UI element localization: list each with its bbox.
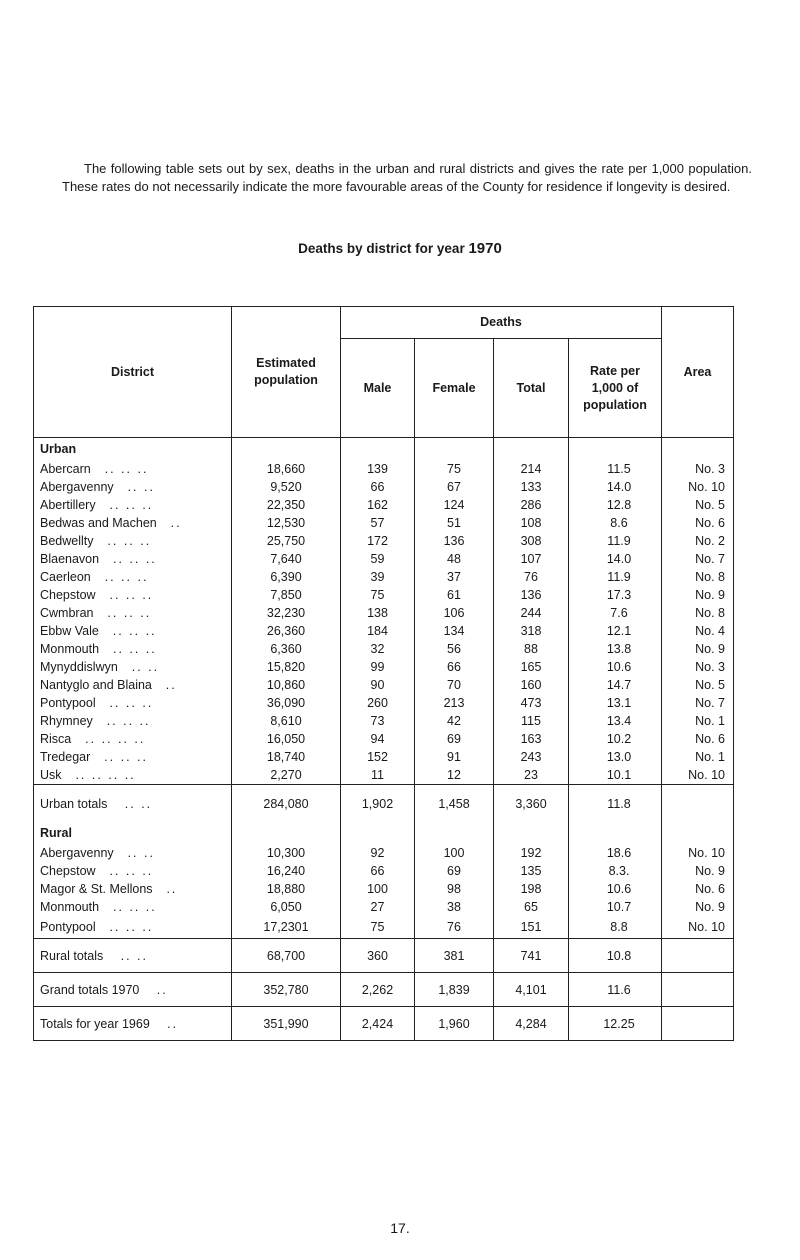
urban-leader-dots: .. .. <box>127 480 155 494</box>
header-deaths: Deaths <box>341 307 662 339</box>
urban-row <box>34 550 734 568</box>
urban-population: 9,520 <box>232 478 341 496</box>
urban-area: No. 6 <box>662 730 734 748</box>
grand-totals-text: Grand totals 1970 <box>40 982 140 997</box>
totals-1969-dots: .. <box>167 1016 179 1031</box>
rural-rate: 8.3. <box>569 862 662 880</box>
urban-rate: 14.0 <box>569 550 662 568</box>
grand-totals-population: 352,780 <box>232 973 341 1007</box>
urban-total: 107 <box>494 550 569 568</box>
rural-total: 135 <box>494 862 569 880</box>
urban-leader-dots: .. .. .. .. <box>75 768 136 782</box>
urban-row <box>34 532 734 550</box>
header-rate: Rate per 1,000 of population <box>569 339 662 438</box>
rural-totals-female: 381 <box>415 939 494 973</box>
urban-row <box>34 478 734 496</box>
urban-total: 286 <box>494 496 569 514</box>
urban-district-cell <box>34 514 232 532</box>
urban-population: 18,660 <box>232 460 341 478</box>
urban-rate: 14.0 <box>569 478 662 496</box>
urban-population: 16,050 <box>232 730 341 748</box>
header-area: Area <box>662 307 734 438</box>
urban-male: 75 <box>341 586 415 604</box>
urban-rate: 10.1 <box>569 766 662 785</box>
rural-rate: 8.8 <box>569 916 662 939</box>
urban-female: 48 <box>415 550 494 568</box>
urban-population: 2,270 <box>232 766 341 785</box>
urban-area: No. 6 <box>662 514 734 532</box>
urban-row <box>34 604 734 622</box>
urban-total: 76 <box>494 568 569 586</box>
urban-male: 260 <box>341 694 415 712</box>
rural-row <box>34 880 734 898</box>
urban-male: 172 <box>341 532 415 550</box>
urban-total: 243 <box>494 748 569 766</box>
urban-female: 37 <box>415 568 494 586</box>
urban-area: No. 8 <box>662 604 734 622</box>
urban-female: 134 <box>415 622 494 640</box>
rural-totals-label <box>34 939 232 973</box>
urban-district-name: Nantyglo and Blaina <box>40 678 152 692</box>
urban-female: 69 <box>415 730 494 748</box>
urban-leader-dots: .. .. <box>131 660 160 674</box>
urban-male: 11 <box>341 766 415 785</box>
urban-population: 22,350 <box>232 496 341 514</box>
urban-total: 308 <box>494 532 569 550</box>
urban-district-cell <box>34 622 232 640</box>
summary-section <box>34 939 734 1041</box>
rural-rate: 18.6 <box>569 844 662 862</box>
urban-female: 56 <box>415 640 494 658</box>
urban-leader-dots: .. .. .. <box>107 534 152 548</box>
rural-totals-text: Rural totals <box>40 948 104 963</box>
urban-totals-rate: 11.8 <box>569 785 662 823</box>
rural-female: 98 <box>415 880 494 898</box>
urban-row <box>34 568 734 586</box>
urban-rate: 11.9 <box>569 532 662 550</box>
rural-male: 66 <box>341 862 415 880</box>
urban-district-name: Chepstow <box>40 588 96 602</box>
urban-male: 32 <box>341 640 415 658</box>
rural-male: 100 <box>341 880 415 898</box>
urban-row <box>34 658 734 676</box>
urban-leader-dots: .. .. .. <box>112 624 157 638</box>
urban-district-name: Abercarn <box>40 462 91 476</box>
totals-1969-male: 2,424 <box>341 1007 415 1041</box>
urban-district-name: Rhymney <box>40 714 93 728</box>
urban-area: No. 10 <box>662 478 734 496</box>
rural-female: 100 <box>415 844 494 862</box>
urban-population: 10,860 <box>232 676 341 694</box>
urban-population: 25,750 <box>232 532 341 550</box>
urban-totals-label <box>34 785 232 823</box>
urban-district-name: Bedwellty <box>40 534 94 548</box>
urban-male: 59 <box>341 550 415 568</box>
header-male: Male <box>341 339 415 438</box>
intro-paragraph: The following table sets out by sex, deaths in the urban and rural districts and gives the rate per 1,000 population. These rates do not necessarily indicate the more favourable areas of the County for residence if longevity is desired. <box>62 161 752 194</box>
urban-district-cell <box>34 478 232 496</box>
urban-female: 91 <box>415 748 494 766</box>
urban-population: 32,230 <box>232 604 341 622</box>
grand-totals-label <box>34 973 232 1007</box>
totals-1969-total: 4,284 <box>494 1007 569 1041</box>
rural-male: 75 <box>341 916 415 939</box>
urban-totals-dots: .. .. <box>124 796 153 811</box>
urban-district-cell <box>34 640 232 658</box>
urban-total: 133 <box>494 478 569 496</box>
rural-leader-dots: .. <box>166 882 178 896</box>
rural-rate: 10.6 <box>569 880 662 898</box>
rural-totals-total: 741 <box>494 939 569 973</box>
urban-female: 124 <box>415 496 494 514</box>
urban-label: Urban <box>34 438 232 461</box>
urban-district-name: Tredegar <box>40 750 91 764</box>
urban-male: 57 <box>341 514 415 532</box>
rural-totals-rate: 10.8 <box>569 939 662 973</box>
rural-district-cell <box>34 880 232 898</box>
urban-leader-dots: .. .. .. <box>104 750 148 764</box>
urban-row <box>34 460 734 478</box>
urban-totals-text: Urban totals <box>40 796 108 811</box>
urban-population: 26,360 <box>232 622 341 640</box>
urban-rate: 11.5 <box>569 460 662 478</box>
urban-district-cell <box>34 676 232 694</box>
urban-rate: 13.1 <box>569 694 662 712</box>
urban-area: No. 7 <box>662 550 734 568</box>
rural-row <box>34 916 734 939</box>
rural-leader-dots: .. .. .. <box>112 900 157 914</box>
grand-totals-rate: 11.6 <box>569 973 662 1007</box>
rural-total: 198 <box>494 880 569 898</box>
urban-district-name: Monmouth <box>40 642 100 656</box>
header-total: Total <box>494 339 569 438</box>
urban-district-cell <box>34 586 232 604</box>
urban-population: 36,090 <box>232 694 341 712</box>
urban-population: 18,740 <box>232 748 341 766</box>
urban-row <box>34 586 734 604</box>
urban-female: 70 <box>415 676 494 694</box>
urban-male: 99 <box>341 658 415 676</box>
urban-female: 51 <box>415 514 494 532</box>
urban-rate: 7.6 <box>569 604 662 622</box>
urban-male: 162 <box>341 496 415 514</box>
urban-district-cell <box>34 460 232 478</box>
urban-leader-dots: .. .. .. <box>106 714 151 728</box>
urban-rate: 17.3 <box>569 586 662 604</box>
header-population: Estimated population <box>232 307 341 438</box>
rural-area: No. 9 <box>662 862 734 880</box>
rural-area: No. 10 <box>662 916 734 939</box>
urban-totals-total: 3,360 <box>494 785 569 823</box>
urban-district-cell <box>34 604 232 622</box>
header-district: District <box>34 307 232 438</box>
urban-leader-dots: .. .. .. <box>112 552 157 566</box>
urban-district-name: Abergavenny <box>40 480 114 494</box>
totals-1969-population: 351,990 <box>232 1007 341 1041</box>
urban-rate: 13.4 <box>569 712 662 730</box>
rural-total: 192 <box>494 844 569 862</box>
rural-district-cell <box>34 898 232 916</box>
urban-rate: 13.8 <box>569 640 662 658</box>
urban-male: 152 <box>341 748 415 766</box>
urban-row <box>34 622 734 640</box>
rural-row <box>34 862 734 880</box>
urban-totals-female: 1,458 <box>415 785 494 823</box>
urban-population: 7,850 <box>232 586 341 604</box>
grand-totals-total: 4,101 <box>494 973 569 1007</box>
rural-female: 38 <box>415 898 494 916</box>
urban-rate: 8.6 <box>569 514 662 532</box>
page-number: 17. <box>390 1220 410 1236</box>
urban-total: 88 <box>494 640 569 658</box>
urban-district-cell <box>34 748 232 766</box>
rural-section <box>34 785 734 845</box>
urban-area: No. 1 <box>662 748 734 766</box>
urban-population: 7,640 <box>232 550 341 568</box>
rural-rate: 10.7 <box>569 898 662 916</box>
urban-area: No. 9 <box>662 640 734 658</box>
totals-1969-rate: 12.25 <box>569 1007 662 1041</box>
urban-area: No. 5 <box>662 676 734 694</box>
urban-male: 94 <box>341 730 415 748</box>
urban-section <box>34 438 734 785</box>
grand-totals-female: 1,839 <box>415 973 494 1007</box>
grand-totals-male: 2,262 <box>341 973 415 1007</box>
urban-row <box>34 496 734 514</box>
urban-district-cell <box>34 694 232 712</box>
urban-leader-dots: .. .. .. <box>104 462 149 476</box>
rural-district-name: Monmouth <box>40 900 100 914</box>
urban-rate: 10.2 <box>569 730 662 748</box>
header-female: Female <box>415 339 494 438</box>
urban-female: 75 <box>415 460 494 478</box>
urban-male: 73 <box>341 712 415 730</box>
urban-male: 139 <box>341 460 415 478</box>
rural-district-cell <box>34 862 232 880</box>
urban-leader-dots: .. .. .. <box>112 642 157 656</box>
urban-total: 108 <box>494 514 569 532</box>
urban-area: No. 3 <box>662 460 734 478</box>
urban-district-name: Risca <box>40 732 72 746</box>
urban-female: 42 <box>415 712 494 730</box>
urban-female: 136 <box>415 532 494 550</box>
rural-leader-dots: .. .. .. <box>109 864 154 878</box>
urban-row <box>34 676 734 694</box>
urban-total: 165 <box>494 658 569 676</box>
rural-male: 27 <box>341 898 415 916</box>
urban-population: 6,390 <box>232 568 341 586</box>
urban-district-name: Mynyddislwyn <box>40 660 118 674</box>
urban-row <box>34 712 734 730</box>
urban-female: 61 <box>415 586 494 604</box>
urban-leader-dots: .. .. .. <box>107 606 152 620</box>
rural-female: 76 <box>415 916 494 939</box>
rural-male: 92 <box>341 844 415 862</box>
rural-female: 69 <box>415 862 494 880</box>
totals-1969-label <box>34 1007 232 1041</box>
urban-district-name: Pontypool <box>40 696 96 710</box>
rural-totals-male: 360 <box>341 939 415 973</box>
urban-district-name: Ebbw Vale <box>40 624 99 638</box>
rural-district-cell <box>34 916 232 939</box>
urban-population: 12,530 <box>232 514 341 532</box>
urban-leader-dots: .. .. .. <box>109 588 154 602</box>
urban-total: 214 <box>494 460 569 478</box>
rural-row <box>34 844 734 862</box>
urban-row <box>34 730 734 748</box>
rural-district-cell <box>34 844 232 862</box>
rural-district-name: Magor & St. Mellons <box>40 882 153 896</box>
rural-area: No. 6 <box>662 880 734 898</box>
rural-population: 10,300 <box>232 844 341 862</box>
urban-leader-dots: .. .. .. <box>104 570 149 584</box>
urban-row <box>34 514 734 532</box>
urban-female: 67 <box>415 478 494 496</box>
rural-area: No. 9 <box>662 898 734 916</box>
urban-area: No. 1 <box>662 712 734 730</box>
urban-row <box>34 640 734 658</box>
rural-area: No. 10 <box>662 844 734 862</box>
urban-district-cell <box>34 766 232 785</box>
urban-male: 39 <box>341 568 415 586</box>
rural-totals-population: 68,700 <box>232 939 341 973</box>
urban-leader-dots: .. .. .. <box>109 498 154 512</box>
urban-rate: 14.7 <box>569 676 662 694</box>
rural-population: 17,2301 <box>232 916 341 939</box>
rural-total: 65 <box>494 898 569 916</box>
urban-area: No. 2 <box>662 532 734 550</box>
urban-leader-dots: .. <box>170 516 182 530</box>
rural-leader-dots: .. .. .. <box>109 920 154 934</box>
rural-totals-dots: .. .. <box>120 948 148 963</box>
urban-male: 184 <box>341 622 415 640</box>
urban-district-name: Caerleon <box>40 570 91 584</box>
table-title <box>0 240 800 257</box>
urban-district-cell <box>34 496 232 514</box>
urban-district-cell <box>34 712 232 730</box>
urban-male: 138 <box>341 604 415 622</box>
rural-row <box>34 898 734 916</box>
urban-female: 12 <box>415 766 494 785</box>
table-title-text: Deaths by district for year <box>298 241 465 256</box>
rural-population: 16,240 <box>232 862 341 880</box>
urban-female: 66 <box>415 658 494 676</box>
rural-rows <box>34 844 734 939</box>
urban-district-name: Bedwas and Machen <box>40 516 157 530</box>
urban-female: 106 <box>415 604 494 622</box>
urban-male: 90 <box>341 676 415 694</box>
urban-area: No. 3 <box>662 658 734 676</box>
urban-population: 15,820 <box>232 658 341 676</box>
urban-area: No. 5 <box>662 496 734 514</box>
rural-label: Rural <box>34 822 232 844</box>
urban-area: No. 9 <box>662 586 734 604</box>
rural-population: 18,880 <box>232 880 341 898</box>
urban-total: 163 <box>494 730 569 748</box>
urban-female: 213 <box>415 694 494 712</box>
table-title-year: 1970 <box>468 240 502 257</box>
totals-1969-text: Totals for year 1969 <box>40 1016 150 1031</box>
urban-population: 8,610 <box>232 712 341 730</box>
urban-district-name: Usk <box>40 768 62 782</box>
urban-row <box>34 766 734 785</box>
rural-leader-dots: .. .. <box>127 846 155 860</box>
urban-leader-dots: .. <box>165 678 177 692</box>
urban-total: 136 <box>494 586 569 604</box>
deaths-table <box>33 306 734 1041</box>
urban-district-cell <box>34 568 232 586</box>
urban-rate: 13.0 <box>569 748 662 766</box>
urban-district-cell <box>34 658 232 676</box>
urban-area: No. 10 <box>662 766 734 785</box>
urban-population: 6,360 <box>232 640 341 658</box>
urban-totals-male: 1,902 <box>341 785 415 823</box>
urban-district-cell <box>34 532 232 550</box>
urban-rate: 12.1 <box>569 622 662 640</box>
urban-total: 473 <box>494 694 569 712</box>
urban-total: 115 <box>494 712 569 730</box>
urban-area: No. 4 <box>662 622 734 640</box>
urban-district-name: Blaenavon <box>40 552 100 566</box>
urban-leader-dots: .. .. .. .. <box>85 732 146 746</box>
rural-total: 151 <box>494 916 569 939</box>
urban-total: 160 <box>494 676 569 694</box>
urban-district-name: Abertillery <box>40 498 96 512</box>
urban-total: 244 <box>494 604 569 622</box>
rural-population: 6,050 <box>232 898 341 916</box>
urban-rate: 11.9 <box>569 568 662 586</box>
urban-leader-dots: .. .. .. <box>109 696 154 710</box>
urban-district-name: Cwmbran <box>40 606 94 620</box>
urban-male: 66 <box>341 478 415 496</box>
urban-row <box>34 748 734 766</box>
urban-district-cell <box>34 550 232 568</box>
urban-district-cell <box>34 730 232 748</box>
urban-total: 23 <box>494 766 569 785</box>
urban-totals-population: 284,080 <box>232 785 341 823</box>
urban-rate: 12.8 <box>569 496 662 514</box>
urban-total: 318 <box>494 622 569 640</box>
rural-district-name: Chepstow <box>40 864 96 878</box>
grand-totals-dots: .. <box>156 982 168 997</box>
totals-1969-female: 1,960 <box>415 1007 494 1041</box>
urban-area: No. 7 <box>662 694 734 712</box>
urban-rate: 10.6 <box>569 658 662 676</box>
rural-district-name: Pontypool <box>40 920 96 934</box>
urban-area: No. 8 <box>662 568 734 586</box>
rural-district-name: Abergavenny <box>40 846 114 860</box>
urban-row <box>34 694 734 712</box>
